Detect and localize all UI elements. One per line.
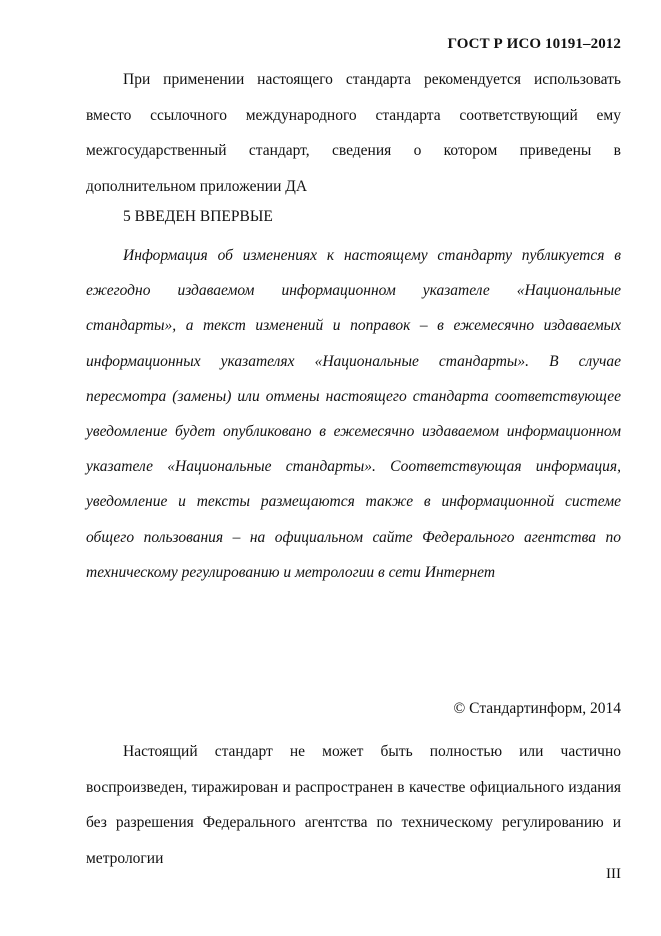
document-header-id: ГОСТ Р ИСО 10191–2012 [447,36,621,52]
copyright-notice: © Стандартинформ, 2014 [453,700,621,717]
paragraph-reproduction-notice: Настоящий стандарт не может быть полностью или частично воспроизведен, тиражирован и распространен в качестве официального издания без разрешения Федерального агентства по техническому регулированию и метрологии [86,743,621,867]
introduced-first-heading: 5 ВВЕДЕН ВПЕРВЫЕ [123,208,273,225]
paragraph-reference-standard: При применении настоящего стандарта рекомендуется использовать вместо ссылочного международного стандарта соответствующий ему межгосударственный стандарт, сведения о котором приведены в дополнительном приложении ДА [86,71,621,195]
paragraph-changes-info: Информация об изменениях к настоящему стандарту публикуется в ежегодно издаваемом информационном указателе «Национальные стандарты», а текст изменений и поправок – в ежемесячно издаваемых информационных указателях «Национальные стандарты». В случае пересмотра (замены) или отмены настоящего стандарта соответствующее уведомление будет опубликовано в ежемесячно издаваемом информационном указателе «Национальные стандарты». Соответствующая информация, уведомление и тексты размещаются также в информационной системе общего пользования – на официальном сайте Федерального агентства по техническому регулированию и метрологии в сети Интернет [86,247,621,581]
page-number: III [606,866,621,882]
